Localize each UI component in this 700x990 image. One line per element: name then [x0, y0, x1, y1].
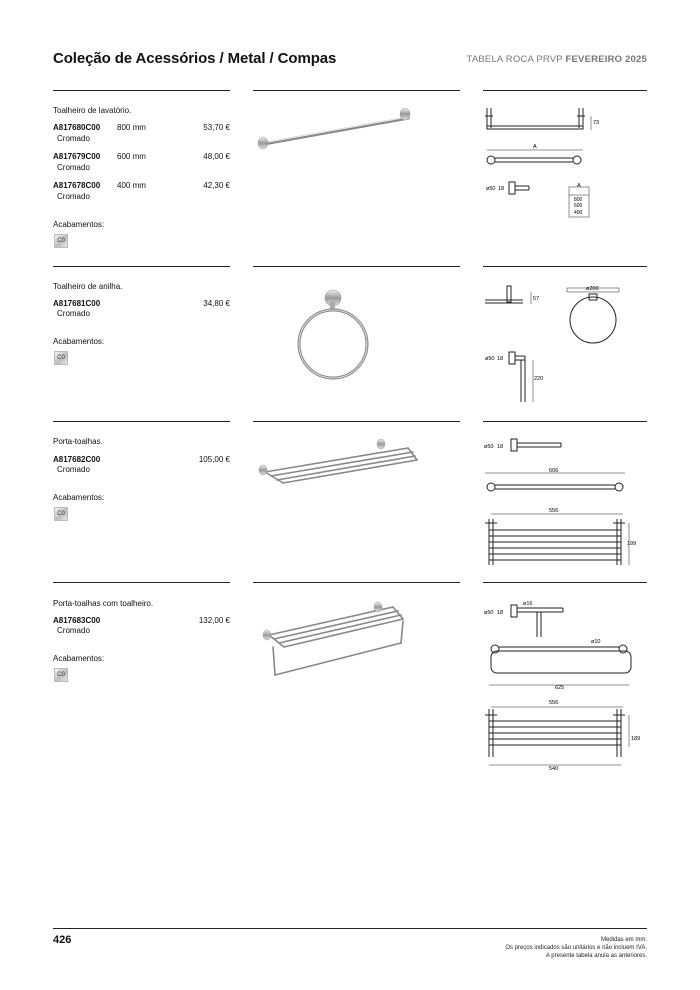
dim-table-value: 800 [574, 197, 583, 203]
dim-height: 189 [631, 736, 641, 742]
section-title: Porta-toalhas com toalheiro. [53, 599, 154, 608]
section-divider [53, 582, 230, 583]
footer-divider [53, 928, 647, 929]
dim-diameter: ø50 [484, 610, 494, 616]
dim-depth: 18 [497, 356, 504, 362]
towel-shelf-with-bar-image [253, 595, 460, 685]
technical-drawing [483, 280, 647, 410]
finish-swatch: C0 [54, 351, 68, 365]
finishes-label: Acabamentos: [53, 654, 105, 663]
technical-drawing [483, 595, 647, 775]
section-divider [253, 421, 460, 422]
product-price: 53,70 € [203, 123, 230, 132]
dim-table-value: 400 [574, 210, 583, 216]
product-code: A817679C00 [53, 152, 101, 161]
page-number: 426 [53, 934, 72, 946]
section-title: Porta-toalhas. [53, 437, 103, 446]
product-size: 400 mm [117, 181, 146, 190]
technical-drawing [483, 100, 647, 225]
section-divider [483, 421, 647, 422]
product-price: 48,00 € [203, 152, 230, 161]
dim-inner-width: 556 [549, 508, 559, 514]
dim-inner-width: 556 [549, 700, 559, 706]
dim-height: 73 [593, 120, 600, 126]
dim-diameter: ø50 [484, 444, 494, 450]
dim-ring-diameter: ø200 [586, 286, 599, 292]
dim-height: 220 [534, 376, 544, 382]
product-code: A817678C00 [53, 181, 101, 190]
section-divider [483, 90, 647, 91]
product-finish: Cromado [57, 163, 90, 172]
dim-projection: 57 [533, 296, 540, 302]
dim-depth: 18 [497, 610, 504, 616]
dim-bar-diameter: ø10 [591, 639, 601, 645]
dim-depth: 18 [498, 186, 505, 192]
finish-swatch: C0 [54, 507, 68, 521]
product-price: 34,80 € [203, 299, 230, 308]
towel-bar-image [253, 100, 460, 160]
product-code: A817680C00 [53, 123, 101, 132]
finishes-label: Acabamentos: [53, 337, 105, 346]
footer-note: Os preços indicados são unitários e não incluem IVA. [505, 945, 647, 951]
dim-bar-width: 540 [549, 766, 559, 772]
section-title: Toalheiro de lavatório. [53, 106, 132, 115]
section-divider [483, 266, 647, 267]
product-finish: Cromado [57, 465, 90, 474]
section-title: Toalheiro de anilha. [53, 282, 123, 291]
dim-diameter: ø50 [486, 186, 496, 192]
dim-a: A [533, 144, 537, 150]
product-code: A817682C00 [53, 455, 101, 464]
dim-width: 606 [549, 468, 559, 474]
footer-note: A presente tabela anula as anteriores. [545, 953, 647, 959]
finish-swatch: C0 [54, 668, 68, 682]
product-finish: Cromado [57, 626, 90, 635]
page-title: Coleção de Acessórios / Metal / Compas [53, 50, 337, 67]
dim-width: 625 [555, 685, 565, 691]
product-price: 105,00 € [198, 455, 230, 464]
product-code: A817683C00 [53, 616, 101, 625]
dim-diameter: ø50 [485, 356, 495, 362]
product-finish: Cromado [57, 192, 90, 201]
footer-note: Medidas em mm. [600, 937, 647, 943]
section-divider [253, 266, 460, 267]
section-divider [253, 90, 460, 91]
doc-label: TABELA ROCA PRVP [466, 54, 563, 65]
product-size: 800 mm [117, 123, 146, 132]
price-table-label [467, 54, 647, 65]
dim-table-value: 600 [574, 203, 583, 209]
product-size: 600 mm [117, 152, 146, 161]
dim-bracket-diameter: ø16 [523, 601, 533, 607]
finish-swatch: C0 [54, 234, 68, 248]
dim-depth: 18 [497, 444, 504, 450]
product-finish: Cromado [57, 309, 90, 318]
finishes-label: Acabamentos: [53, 220, 105, 229]
dim-height: 199 [627, 541, 637, 547]
finishes-label: Acabamentos: [53, 493, 105, 502]
dim-table-head: A [577, 183, 581, 189]
section-divider [53, 421, 230, 422]
section-divider [53, 90, 230, 91]
towel-shelf-image [253, 430, 460, 500]
towel-ring-image [253, 280, 460, 390]
doc-period: FEVEREIRO 2025 [565, 54, 647, 65]
product-price: 42,30 € [203, 181, 230, 190]
section-divider [53, 266, 230, 267]
product-finish: Cromado [57, 134, 90, 143]
product-code: A817681C00 [53, 299, 101, 308]
section-divider [253, 582, 460, 583]
product-price: 132,00 € [198, 616, 230, 625]
technical-drawing [483, 435, 647, 575]
section-divider [483, 582, 647, 583]
